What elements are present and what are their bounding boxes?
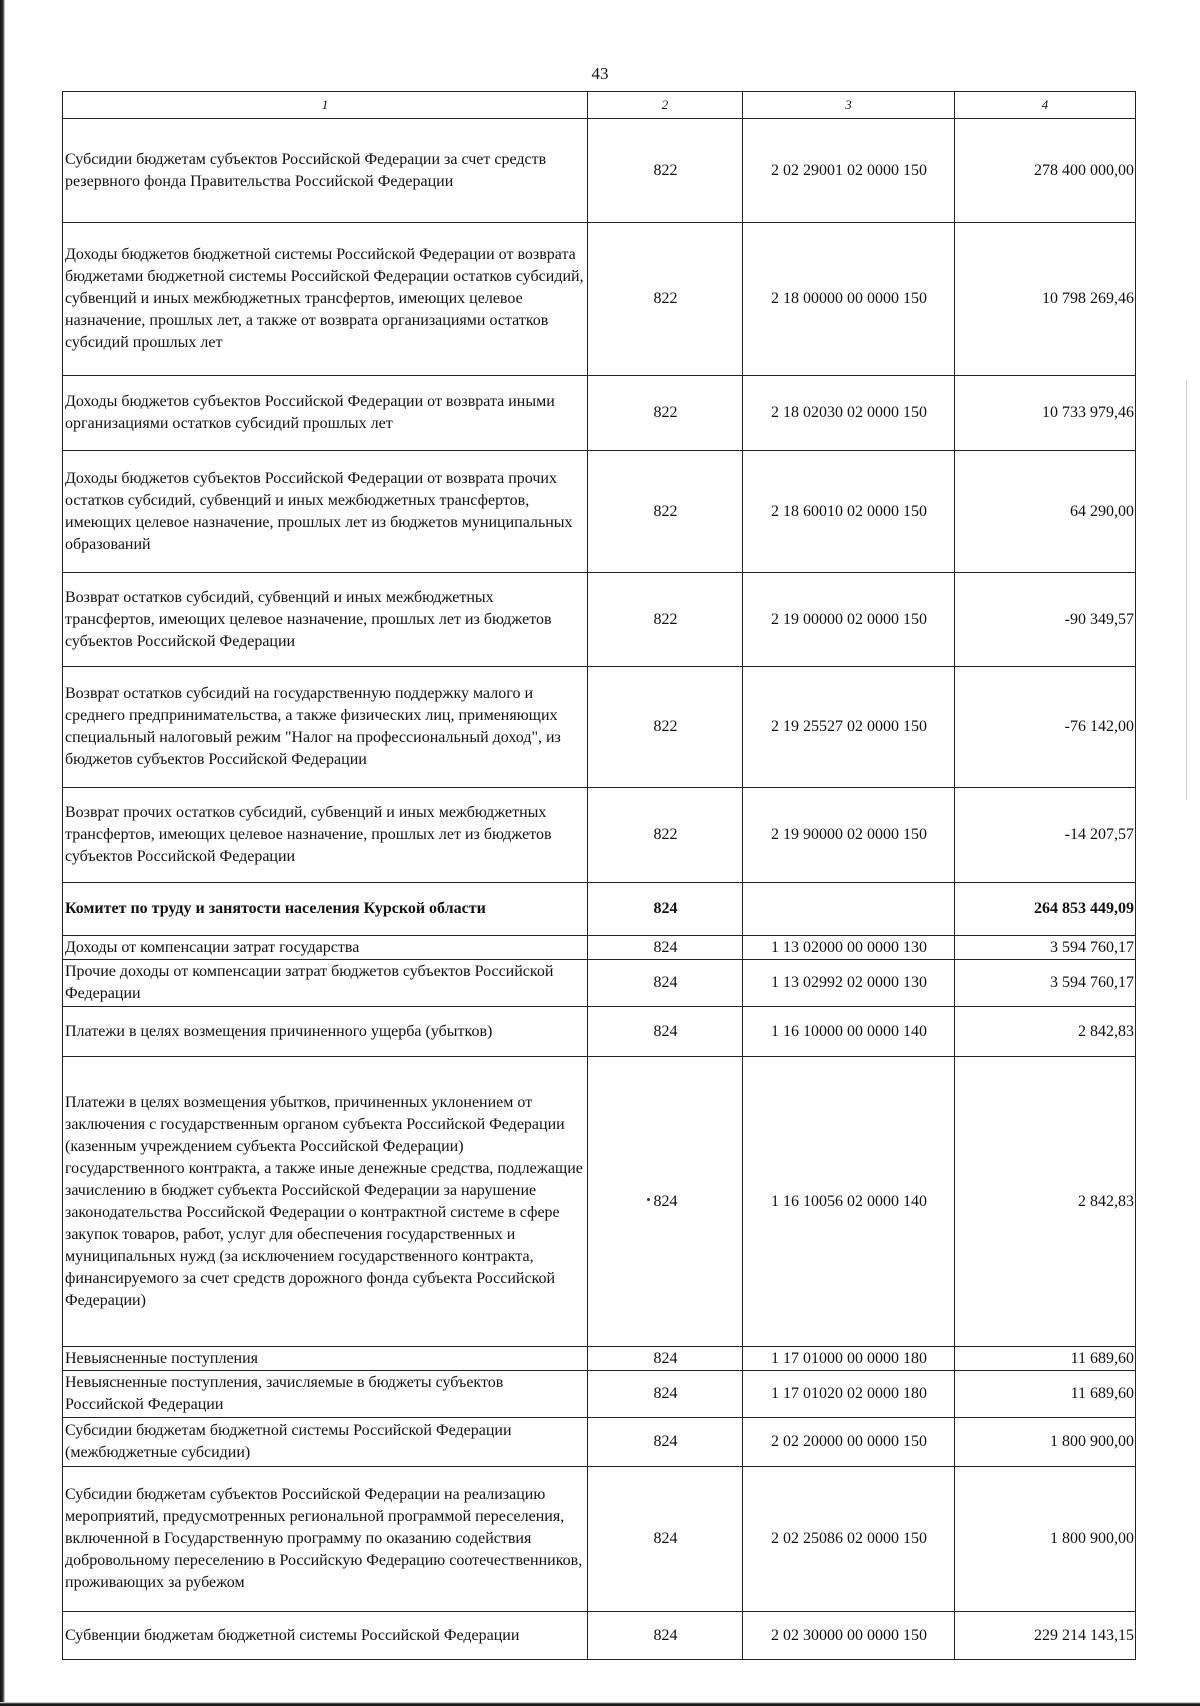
row-amount-cell: -14 207,57 (955, 788, 1136, 883)
row-code-cell: 824 (588, 1347, 743, 1371)
row-code-cell: 824 (588, 936, 743, 960)
row-kbk-cell: 2 02 25086 02 0000 150 (743, 1467, 955, 1612)
row-kbk-cell: 1 16 10000 00 0000 140 (743, 1007, 955, 1057)
row-amount-cell: 1 800 900,00 (955, 1418, 1136, 1467)
row-code-cell: 822 (588, 119, 743, 223)
row-code-cell: 824 (588, 1057, 743, 1347)
stray-dot-mark (647, 1198, 650, 1201)
row-amount-cell: 1 800 900,00 (955, 1467, 1136, 1612)
row-code-cell: 824 (588, 1371, 743, 1418)
row-kbk-cell (743, 883, 955, 936)
row-kbk-cell: 2 19 00000 02 0000 150 (743, 573, 955, 667)
row-code-cell: 824 (588, 1612, 743, 1660)
row-amount-cell: 229 214 143,15 (955, 1612, 1136, 1660)
table-section-row (63, 883, 1136, 936)
table-row (63, 119, 1136, 223)
row-kbk-cell: 1 17 01000 00 0000 180 (743, 1347, 955, 1371)
row-name-cell: Прочие доходы от компенсации затрат бюджетов субъектов Российской Федерации (63, 960, 588, 1007)
row-kbk-cell: 2 18 00000 00 0000 150 (743, 223, 955, 376)
column-number-2: 2 (588, 92, 743, 119)
row-kbk-cell: 2 02 29001 02 0000 150 (743, 119, 955, 223)
row-kbk-cell: 2 02 30000 00 0000 150 (743, 1612, 955, 1660)
row-name-cell: Субсидии бюджетам субъектов Российской Федерации на реализацию мероприятий, предусмотренных региональной программой переселения, включенной в Государственную программу по оказанию содействия добровольному переселению в Российскую Федерацию соотечественников, проживающих за рубежом (63, 1467, 588, 1612)
row-name-cell: Возврат прочих остатков субсидий, субвенций и иных межбюджетных трансфертов, имеющих целевое назначение, прошлых лет из бюджетов субъектов Российской Федерации (63, 788, 588, 883)
row-name-cell: Комитет по труду и занятости населения Курской области (63, 883, 588, 936)
row-name-cell: Невыясненные поступления, зачисляемые в бюджеты субъектов Российской Федерации (63, 1371, 588, 1418)
row-amount-cell: 3 594 760,17 (955, 960, 1136, 1007)
row-code-cell: 824 (588, 1467, 743, 1612)
column-number-4: 4 (955, 92, 1136, 119)
table-row (63, 376, 1136, 451)
revenue-table (62, 91, 1136, 1660)
table-row (63, 573, 1136, 667)
row-amount-cell: 10 798 269,46 (955, 223, 1136, 376)
table-row (63, 788, 1136, 883)
table-row (63, 936, 1136, 960)
scan-left-edge (0, 0, 5, 1706)
row-amount-cell: 11 689,60 (955, 1347, 1136, 1371)
table-row (63, 1057, 1136, 1347)
row-kbk-cell: 1 17 01020 02 0000 180 (743, 1371, 955, 1418)
revenue-table-body (63, 92, 1136, 1660)
row-amount-cell: 64 290,00 (955, 451, 1136, 573)
row-kbk-cell: 2 19 25527 02 0000 150 (743, 667, 955, 788)
row-name-cell: Невыясненные поступления (63, 1347, 588, 1371)
table-row (63, 1371, 1136, 1418)
row-amount-cell: 278 400 000,00 (955, 119, 1136, 223)
table-row (63, 1007, 1136, 1057)
row-amount-cell: 2 842,83 (955, 1007, 1136, 1057)
row-amount-cell: 3 594 760,17 (955, 936, 1136, 960)
table-row (63, 1467, 1136, 1612)
row-kbk-cell: 2 19 90000 02 0000 150 (743, 788, 955, 883)
table-row (63, 451, 1136, 573)
row-kbk-cell: 1 13 02992 02 0000 130 (743, 960, 955, 1007)
row-name-cell: Субвенции бюджетам бюджетной системы Российской Федерации (63, 1612, 588, 1660)
table-row (63, 1612, 1136, 1660)
row-code-cell: 822 (588, 667, 743, 788)
row-code-cell: 822 (588, 573, 743, 667)
row-name-cell: Доходы бюджетов субъектов Российской Федерации от возврата прочих остатков субсидий, субвенций и иных межбюджетных трансфертов, имеющих целевое назначение, прошлых лет из бюджетов муниципальных образований (63, 451, 588, 573)
row-kbk-cell: 2 02 20000 00 0000 150 (743, 1418, 955, 1467)
row-name-cell: Доходы бюджетов бюджетной системы Российской Федерации от возврата бюджетами бюджетной системы Российской Федерации остатков субсидий, субвенций и иных межбюджетных трансфертов, имеющих целевое назначение, прошлых лет, а также от возврата организациями остатков субсидий прошлых лет (63, 223, 588, 376)
row-amount-cell: 10 733 979,46 (955, 376, 1136, 451)
row-kbk-cell: 2 18 60010 02 0000 150 (743, 451, 955, 573)
column-number-1: 1 (63, 92, 588, 119)
row-code-cell: 822 (588, 376, 743, 451)
row-name-cell: Доходы от компенсации затрат государства (63, 936, 588, 960)
row-name-cell: Платежи в целях возмещения убытков, причиненных уклонением от заключения с государственным органом субъекта Российской Федерации (казенным учреждением субъекта Российской Федерации) государственного контракта, а также иные денежные средства, подлежащие зачислению в бюджет субъекта Российской Федерации за нарушение законодательства Российской Федерации о контрактной системе в сфере закупок товаров, работ, услуг для обеспечения государственных и муниципальных нужд (за исключением государственного контракта, финансируемого за счет средств дорожного фонда субъекта Российской Федерации) (63, 1057, 588, 1347)
row-name-cell: Субсидии бюджетам субъектов Российской Федерации за счет средств резервного фонда Правительства Российской Федерации (63, 119, 588, 223)
row-kbk-cell: 2 18 02030 02 0000 150 (743, 376, 955, 451)
scan-bottom-edge (0, 1702, 1200, 1706)
row-code-cell: 822 (588, 451, 743, 573)
row-code-cell: 822 (588, 788, 743, 883)
row-amount-cell: 264 853 449,09 (955, 883, 1136, 936)
row-code-cell: 824 (588, 1418, 743, 1467)
row-amount-cell: 2 842,83 (955, 1057, 1136, 1347)
table-row (63, 667, 1136, 788)
row-amount-cell: -90 349,57 (955, 573, 1136, 667)
table-row (63, 960, 1136, 1007)
row-kbk-cell: 1 13 02000 00 0000 130 (743, 936, 955, 960)
row-name-cell: Субсидии бюджетам бюджетной системы Российской Федерации (межбюджетные субсидии) (63, 1418, 588, 1467)
row-code-cell: 822 (588, 223, 743, 376)
row-code-cell: 824 (588, 960, 743, 1007)
row-amount-cell: -76 142,00 (955, 667, 1136, 788)
row-amount-cell: 11 689,60 (955, 1371, 1136, 1418)
row-name-cell: Доходы бюджетов субъектов Российской Федерации от возврата иными организациями остатков субсидий прошлых лет (63, 376, 588, 451)
column-number-3: 3 (743, 92, 955, 119)
row-kbk-cell: 1 16 10056 02 0000 140 (743, 1057, 955, 1347)
column-number-row (63, 92, 1136, 119)
table-row (63, 1347, 1136, 1371)
row-name-cell: Возврат остатков субсидий на государственную поддержку малого и среднего предпринимательства, а также физических лиц, применяющих специальный налоговый режим "Налог на профессиональный доход", из бюджетов субъектов Российской Федерации (63, 667, 588, 788)
row-name-cell: Возврат остатков субсидий, субвенций и иных межбюджетных трансфертов, имеющих целевое назначение, прошлых лет из бюджетов субъектов Российской Федерации (63, 573, 588, 667)
table-row (63, 1418, 1136, 1467)
table-row (63, 223, 1136, 376)
scan-artifact-line (1186, 380, 1187, 800)
row-name-cell: Платежи в целях возмещения причиненного ущерба (убытков) (63, 1007, 588, 1057)
page-number: 43 (591, 64, 609, 83)
row-code-cell: 824 (588, 1007, 743, 1057)
row-code-cell: 824 (588, 883, 743, 936)
